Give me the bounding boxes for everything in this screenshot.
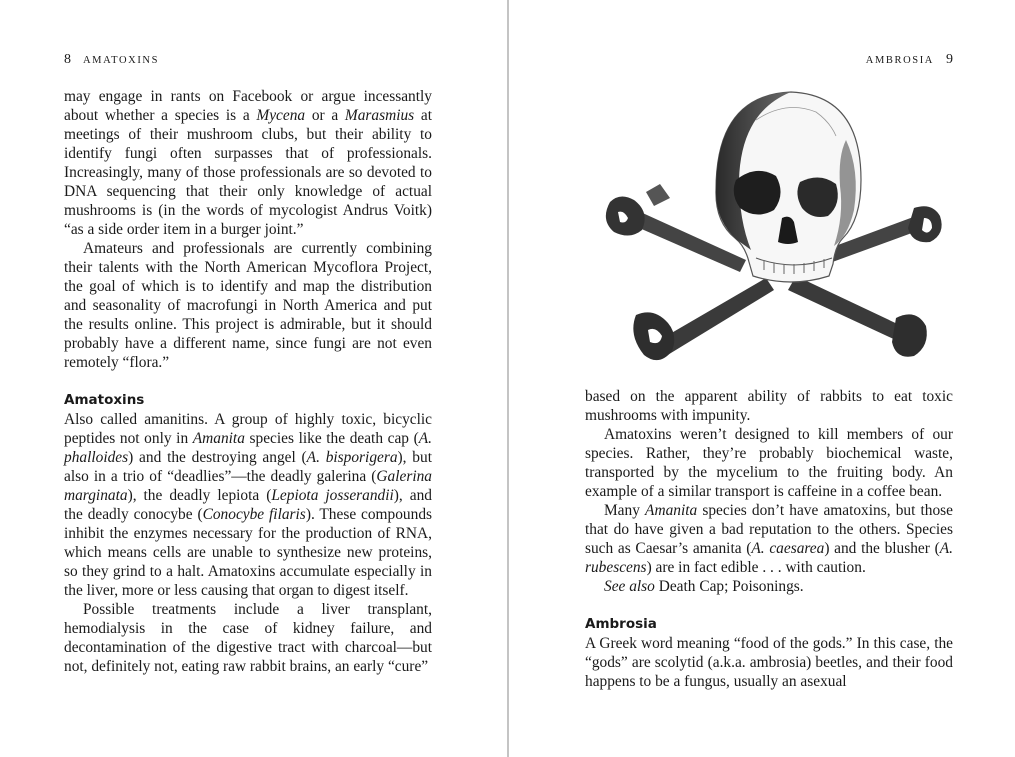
paragraph: Amateurs and professionals are currently combining their talents with the North American Mycoflora Project, the goal of which is to identify and map the distribution and seasonality of macrofungi in North America and put the results online. This project is admirable, but it should probably have a different name, since fungi are not even remotely “flora.” [64,240,432,371]
see-also-label: See also [604,578,655,595]
crossbone-lower-left [633,278,774,360]
entry-heading-ambrosia: Ambrosia [585,616,657,632]
paragraph: Many Amanita species don’t have amatoxins, but those that do have given a bad reputation to the others. Species such as Caesar’s amanita (A. caesarea) and the blusher (A. rubescens) are in fact edible . . . with caution. [585,502,953,576]
right-page [508,0,1015,757]
left-text-block [64,87,432,676]
skull-and-crossbones-illustration [596,80,976,380]
entry-paragraph: Also called amanitins. A group of highly toxic, bicyclic peptides not only in Amanita species like the death cap (A. phalloides) and the destroying angel (A. bisporigera), but also in a trio of “deadlies”—the deadly galerina (Galerina marginata), the deadly lepiota (Lepiota josserandii), and the deadly conocybe (Conocybe filaris). These compounds inhibit the enzymes necessary for the production of RNA, which means cells are unable to synthesize new proteins, so they grind to a halt. Amatoxins accumulate especially in the liver, more or less causing that organ to digest itself. [64,411,432,599]
running-head-title: AMATOXINS [83,55,160,66]
entry-paragraph: Possible treatments include a liver transplant, hemodialysis in the case of kidney failure, and decontamination of the digestive tract with charcoal—but not, definitely not, eating raw rabbit brains, an early “cure” [64,601,432,675]
paragraph: may engage in rants on Facebook or argue incessantly about whether a species is a Mycena or a Marasmius at meetings of their mushroom clubs, but their ability to identify fungi often surpasses that of professionals. Increasingly, many of those professionals are so devoted to DNA sequencing that their only knowledge of actual mushrooms is (in the words of mycologist Andrus Voitk) “as a side order item in a burger joint.” [64,88,432,238]
page-number: 8 [64,52,71,67]
entry-heading-amatoxins: Amatoxins [64,392,145,408]
left-page [0,0,507,757]
running-head-title: AMBROSIA [865,55,934,66]
page-number: 9 [946,52,953,67]
paragraph: based on the apparent ability of rabbits to eat toxic mushrooms with impunity. [585,388,953,424]
crossbone-lower-right [788,276,927,357]
paragraph: Amatoxins weren’t designed to kill members of our species. Rather, they’re probably biochemical waste, transported by the mycelium to the fruiting body. An example of a similar transport is caffeine in a coffee bean. [585,426,953,500]
running-head-right [866,51,953,68]
see-also-refs: Death Cap; Poisonings. [654,578,804,595]
running-head-left [64,51,159,68]
entry-paragraph: A Greek word meaning “food of the gods.” In this case, the “gods” are scolytid (a.k.a. ambrosia) beetles, and their food happens to be a fungus, usually an asexual [585,635,953,690]
skull-eye-left [734,171,781,215]
right-text-block [585,387,953,691]
see-also-line [585,577,953,596]
